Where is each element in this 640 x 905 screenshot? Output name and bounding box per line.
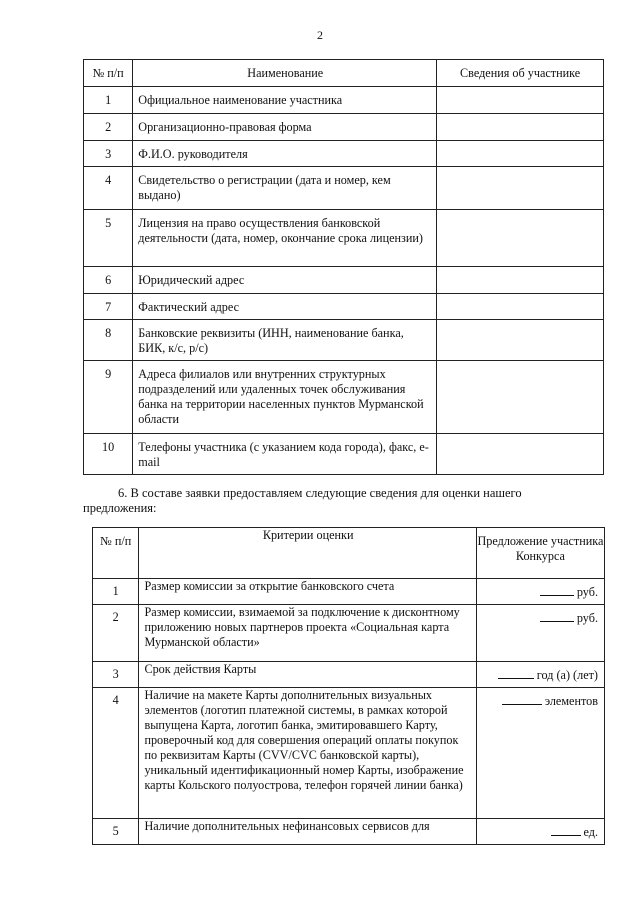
table-row xyxy=(84,294,604,320)
row-offer-field[interactable] xyxy=(476,579,604,605)
section-6-paragraph-line2: предложения: xyxy=(83,501,157,515)
row-offer-field[interactable] xyxy=(476,662,604,688)
table-header-row xyxy=(84,60,604,87)
row-info-field[interactable] xyxy=(437,294,604,320)
row-criterion: Наличие на макете Карты дополнительных визуальных элементов (логотип платежной системы, в рамках которой выпущена Карта, логотип банка, эмитировавшего Карту, проверочный код для совершения операций оплаты покупок по реквизитам Карты (CVV/CVC банковской карты), уникальный идентификационный номер Карты, изображение карты Кольского полуострова, телефон горячей линии банка) xyxy=(139,688,476,819)
table-row xyxy=(93,579,605,605)
column-header-number: № п/п xyxy=(93,528,139,579)
column-header-offer: Предложение участника Конкурса xyxy=(476,528,604,579)
table-row xyxy=(93,688,605,819)
table-row xyxy=(93,819,605,845)
row-number: 6 xyxy=(84,267,133,294)
participant-info-table xyxy=(83,59,604,475)
row-number: 4 xyxy=(84,167,133,210)
column-header-number: № п/п xyxy=(84,60,133,87)
row-unit: элементов xyxy=(544,694,598,708)
row-name: Телефоны участника (с указанием кода города), факс, e-mail xyxy=(133,434,437,475)
row-criterion: Наличие дополнительных нефинансовых сервисов для xyxy=(139,819,476,845)
row-unit: руб. xyxy=(576,585,598,599)
row-name: Адреса филиалов или внутренних структурных подразделений или удаленных точек обслуживания банка на территории населенных пунктов Мурманской области xyxy=(133,361,437,434)
row-criterion: Размер комиссии за открытие банковского счета xyxy=(139,579,476,605)
row-number: 9 xyxy=(84,361,133,434)
row-criterion: Размер комиссии, взимаемой за подключение к дисконтному приложению новых партнеров проекта «Социальная карта Мурманской области» xyxy=(139,605,476,662)
table-row xyxy=(93,605,605,662)
row-unit: ед. xyxy=(583,825,598,839)
column-header-participant-info: Сведения об участнике xyxy=(437,60,604,87)
table-row xyxy=(84,141,604,167)
table-header-row xyxy=(93,528,605,579)
row-unit: год (а) (лет) xyxy=(536,668,598,682)
row-number: 2 xyxy=(84,114,133,141)
row-info-field[interactable] xyxy=(437,361,604,434)
row-number: 10 xyxy=(84,434,133,475)
table-row xyxy=(93,662,605,688)
table-row xyxy=(84,267,604,294)
row-number: 5 xyxy=(93,819,139,845)
row-info-field[interactable] xyxy=(437,267,604,294)
row-offer-field[interactable] xyxy=(476,688,604,819)
column-header-name: Наименование xyxy=(133,60,437,87)
row-info-field[interactable] xyxy=(437,210,604,267)
page-number: 2 xyxy=(317,28,323,42)
row-info-field[interactable] xyxy=(437,114,604,141)
row-name: Организационно-правовая форма xyxy=(133,114,437,141)
fill-in-blank[interactable] xyxy=(498,667,534,679)
row-info-field[interactable] xyxy=(437,87,604,114)
row-name: Юридический адрес xyxy=(133,267,437,294)
row-name: Свидетельство о регистрации (дата и номер, кем выдано) xyxy=(133,167,437,210)
row-name: Банковские реквизиты (ИНН, наименование банка, БИК, к/с, р/с) xyxy=(133,320,437,361)
row-unit: руб. xyxy=(576,611,598,625)
fill-in-blank[interactable] xyxy=(502,693,542,705)
column-header-criteria: Критерии оценки xyxy=(139,528,476,579)
fill-in-blank[interactable] xyxy=(540,610,574,622)
row-info-field[interactable] xyxy=(437,167,604,210)
section-6-paragraph-line1: 6. В составе заявки предоставляем следующие сведения для оценки нашего xyxy=(118,486,522,500)
row-info-field[interactable] xyxy=(437,141,604,167)
row-number: 7 xyxy=(84,294,133,320)
table-row xyxy=(84,210,604,267)
table-row xyxy=(84,320,604,361)
row-name: Официальное наименование участника xyxy=(133,87,437,114)
row-number: 3 xyxy=(93,662,139,688)
row-criterion: Срок действия Карты xyxy=(139,662,476,688)
evaluation-criteria-table xyxy=(92,527,605,845)
row-offer-field[interactable] xyxy=(476,819,604,845)
table-row xyxy=(84,87,604,114)
row-number: 1 xyxy=(93,579,139,605)
fill-in-blank[interactable] xyxy=(540,584,574,596)
row-offer-field[interactable] xyxy=(476,605,604,662)
row-name: Лицензия на право осуществления банковской деятельности (дата, номер, окончание срока лицензии) xyxy=(133,210,437,267)
row-number: 4 xyxy=(93,688,139,819)
table-row xyxy=(84,361,604,434)
table-row xyxy=(84,434,604,475)
row-number: 5 xyxy=(84,210,133,267)
row-number: 8 xyxy=(84,320,133,361)
row-info-field[interactable] xyxy=(437,320,604,361)
row-info-field[interactable] xyxy=(437,434,604,475)
fill-in-blank[interactable] xyxy=(551,824,581,836)
row-name: Ф.И.О. руководителя xyxy=(133,141,437,167)
row-name: Фактический адрес xyxy=(133,294,437,320)
row-number: 2 xyxy=(93,605,139,662)
row-number: 3 xyxy=(84,141,133,167)
row-number: 1 xyxy=(84,87,133,114)
table-row xyxy=(84,167,604,210)
table-row xyxy=(84,114,604,141)
